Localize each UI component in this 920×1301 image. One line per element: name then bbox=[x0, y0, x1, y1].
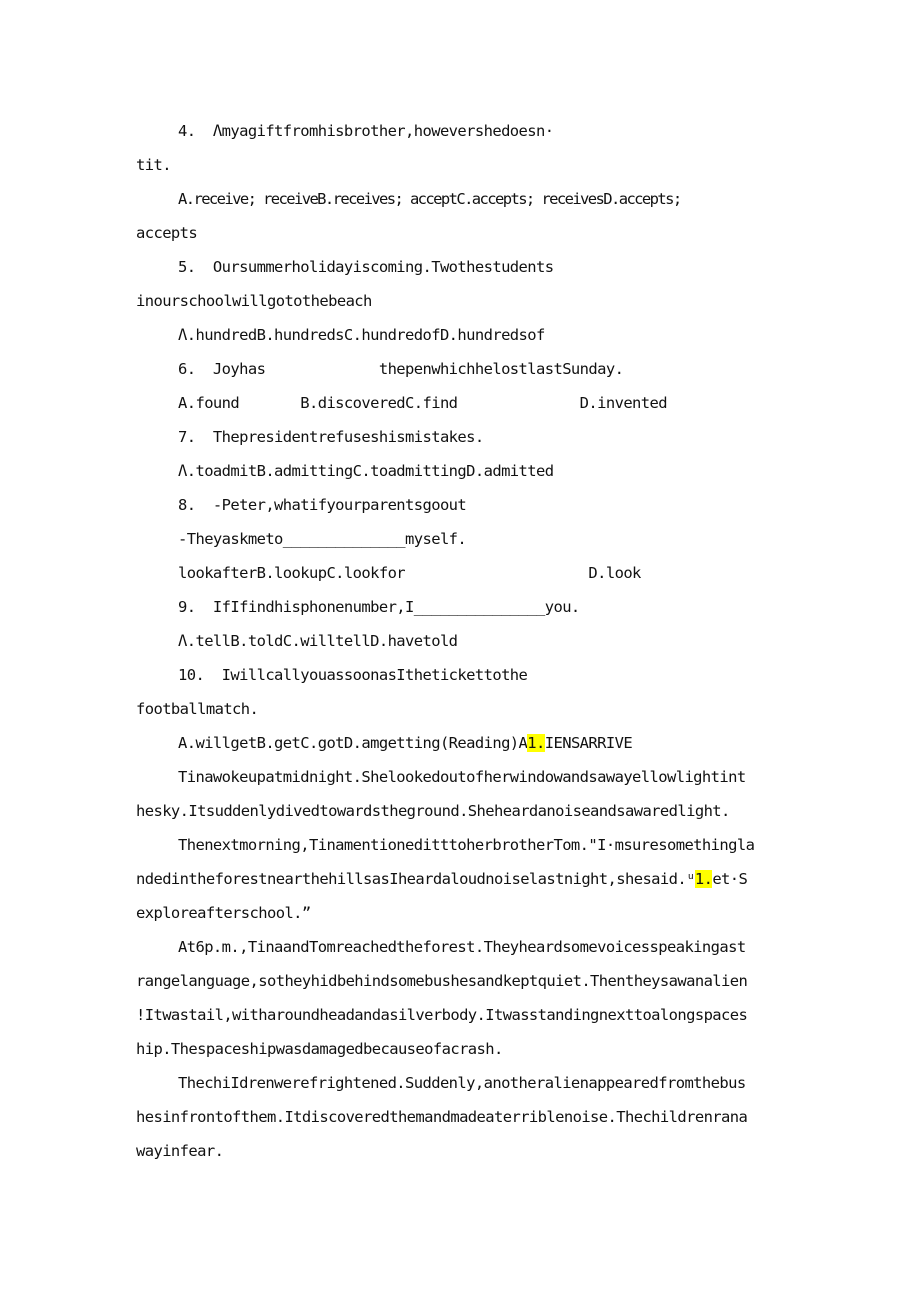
highlighted-text: 1. bbox=[694, 870, 713, 888]
text-line: 4. Λmyagiftfromhisbrother,howevershedoesn· bbox=[178, 122, 554, 140]
text-line: 7. Thepresidentrefuseshismistakes. bbox=[178, 428, 484, 446]
text-line: footballmatch. bbox=[136, 700, 259, 718]
text-line: 6. Joyhas thepenwhichhelostlastSunday. bbox=[178, 360, 624, 378]
text-line: wayinfear. bbox=[136, 1142, 224, 1160]
text-line: A.receive; receiveB.receives; acceptC.accepts; receivesD.accepts; bbox=[178, 190, 681, 208]
text-line bbox=[136, 726, 786, 760]
text-line: hip.Thespaceshipwasdamagedbecauseofacrash. bbox=[136, 1040, 503, 1058]
text-line: inourschoolwillgotothebeach bbox=[136, 292, 372, 310]
text-segment: ndedintheforestnearthehillsasIheardaloudnoiselastnight,shesaid.ᵘ bbox=[136, 870, 695, 888]
text-line: Thenextmorning,TinamentioneditttoherbrotherTom."I·msuresomethingla bbox=[178, 836, 755, 854]
text-line: -Theyaskmeto______________myself. bbox=[178, 530, 467, 548]
text-line: 9. IfIfindhisphonenumber,I_______________you. bbox=[178, 598, 580, 616]
text-line: ThechiIdrenwerefrightened.Suddenly,anotheralienappearedfromthebus bbox=[178, 1074, 746, 1092]
text-segment: A.willgetB.getC.gotD.amgetting(Reading)A bbox=[178, 734, 528, 752]
text-line: exploreafterschool.” bbox=[136, 904, 311, 922]
text-line: accepts bbox=[136, 224, 198, 242]
text-line: Λ.toadmitB.admittingC.toadmittingD.admitted bbox=[178, 462, 554, 480]
text-line: Λ.tellB.toldC.willtellD.havetold bbox=[178, 632, 458, 650]
text-line: A.found B.discoveredC.find D.invented bbox=[178, 394, 667, 412]
document-page bbox=[136, 114, 786, 1168]
text-line: 8. -Peter,whatifyourparentsgoout bbox=[178, 496, 467, 514]
text-line: rangelanguage,sotheyhidbehindsomebushesandkeptquiet.Thentheysawanalien bbox=[136, 972, 748, 990]
text-line: Λ.hundredB.hundredsC.hundredofD.hundredsof bbox=[178, 326, 545, 344]
text-line: Tinawokeupatmidnight.Shelookedoutofherwindowandsawayellowlightint bbox=[178, 768, 746, 786]
text-segment: et·S bbox=[712, 870, 748, 888]
text-line: hesky.Itsuddenlydivedtowardstheground.Sheheardanoiseandsawaredlight. bbox=[136, 802, 730, 820]
text-line: 5. Oursummerholidayiscoming.Twothestudents bbox=[178, 258, 554, 276]
text-line: hesinfrontofthem.Itdiscoveredthemandmadeaterriblenoise.Thechildrenrana bbox=[136, 1108, 748, 1126]
text-line: tit. bbox=[136, 156, 171, 174]
text-line: At6p.m.,TinaandTomreachedtheforest.Theyheardsomevoicesspeakingast bbox=[178, 938, 746, 956]
text-line bbox=[136, 862, 786, 896]
highlighted-text: 1. bbox=[527, 734, 545, 752]
text-line: 10. IwillcallyouassoonasIthetickettothe bbox=[178, 666, 528, 684]
text-segment: IENSARRIVE bbox=[544, 734, 633, 752]
text-line: !Itwastail,witharoundheadandasilverbody.Itwasstandingnexttoalongspaces bbox=[136, 1006, 748, 1024]
text-line: lookafterB.lookupC.lookfor D.look bbox=[178, 564, 641, 582]
